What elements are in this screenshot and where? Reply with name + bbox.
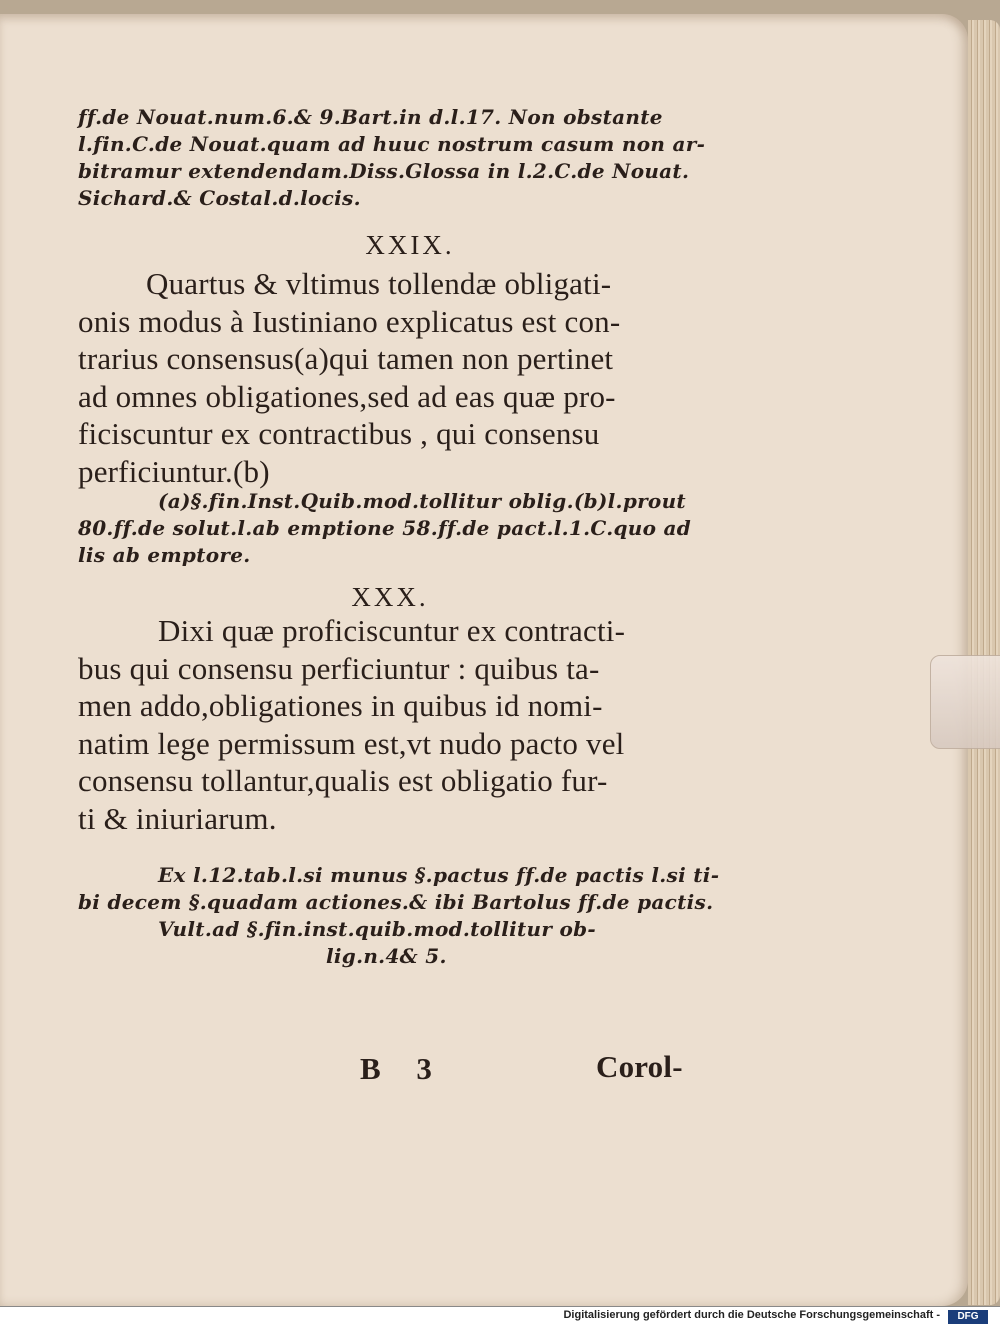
ref-line: lig.n.4& 5. bbox=[326, 944, 447, 968]
paragraph-line: ficiscuntur ex contractibus , qui consensu bbox=[78, 416, 600, 451]
paragraph-line: perficiuntur.(b) bbox=[78, 453, 270, 489]
paragraph-line: natim lege permissum est,vt nudo pacto vel bbox=[78, 725, 625, 761]
footer-bar bbox=[0, 1307, 1000, 1327]
paragraph-line: ti & iniuriarum. bbox=[78, 800, 277, 836]
ref-line: 80.ff.de solut.l.ab emptione 58.ff.de pact.l.1.C.quo ad bbox=[78, 516, 692, 540]
paragraph-line: Quartus & vltimus tollendæ obligati- bbox=[146, 266, 612, 301]
ref-line: Vult.ad §.fin.inst.quib.mod.tollitur ob- bbox=[158, 917, 597, 941]
footnotes-xxx bbox=[78, 862, 719, 970]
footer-credit: Digitalisierung gefördert durch die Deutsche Forschungsgemeinschaft - bbox=[563, 1309, 940, 1321]
top-refs bbox=[78, 104, 705, 212]
footnotes-xxix bbox=[78, 488, 691, 569]
paragraph-line: trarius consensus(a)qui tamen non pertinet bbox=[78, 341, 614, 376]
signature-mark: B 3 bbox=[360, 1051, 446, 1086]
ref-line: bi decem §.quadam actiones.& ibi Bartolus ff.de pactis. bbox=[78, 890, 714, 914]
ref-line: l.fin.C.de Nouat.quam ad huuc nostrum casum non ar- bbox=[78, 132, 706, 156]
paragraph-line: consensu tollantur,qualis est obligatio fur- bbox=[78, 763, 608, 798]
paragraph-xxix bbox=[78, 265, 620, 490]
section-heading-xxix: XXIX. bbox=[365, 230, 455, 260]
dfg-logo: DFG bbox=[948, 1310, 988, 1324]
catchword: Corol- bbox=[596, 1049, 683, 1084]
paragraph-line: men addo,obligationes in quibus id nomi- bbox=[78, 688, 603, 723]
ref-line: ff.de Nouat.num.6.& 9.Bart.in d.l.17. Non obstante bbox=[78, 105, 663, 129]
paragraph-line: onis modus à Iustiniano explicatus est con- bbox=[78, 303, 621, 339]
page-clip bbox=[930, 655, 1000, 749]
paragraph-line: bus qui consensu perficiuntur : quibus ta- bbox=[78, 650, 600, 686]
paragraph-line: Dixi quæ proficiscuntur ex contracti- bbox=[158, 613, 626, 648]
paragraph-xxx bbox=[78, 612, 625, 837]
ref-line: bitramur extendendam.Diss.Glossa in l.2.C.de Nouat. bbox=[78, 159, 690, 183]
ref-line: Sichard.& Costal.d.locis. bbox=[78, 186, 361, 210]
ref-line: lis ab emptore. bbox=[78, 543, 251, 567]
paragraph-line: ad omnes obligationes,sed ad eas quæ pro- bbox=[78, 378, 616, 414]
ref-line: Ex l.12.tab.l.si munus §.pactus ff.de pactis l.si ti- bbox=[158, 863, 720, 887]
section-heading-xxx: XXX. bbox=[351, 582, 429, 612]
ref-line: (a)§.fin.Inst.Quib.mod.tollitur oblig.(b)l.prout bbox=[158, 489, 686, 513]
